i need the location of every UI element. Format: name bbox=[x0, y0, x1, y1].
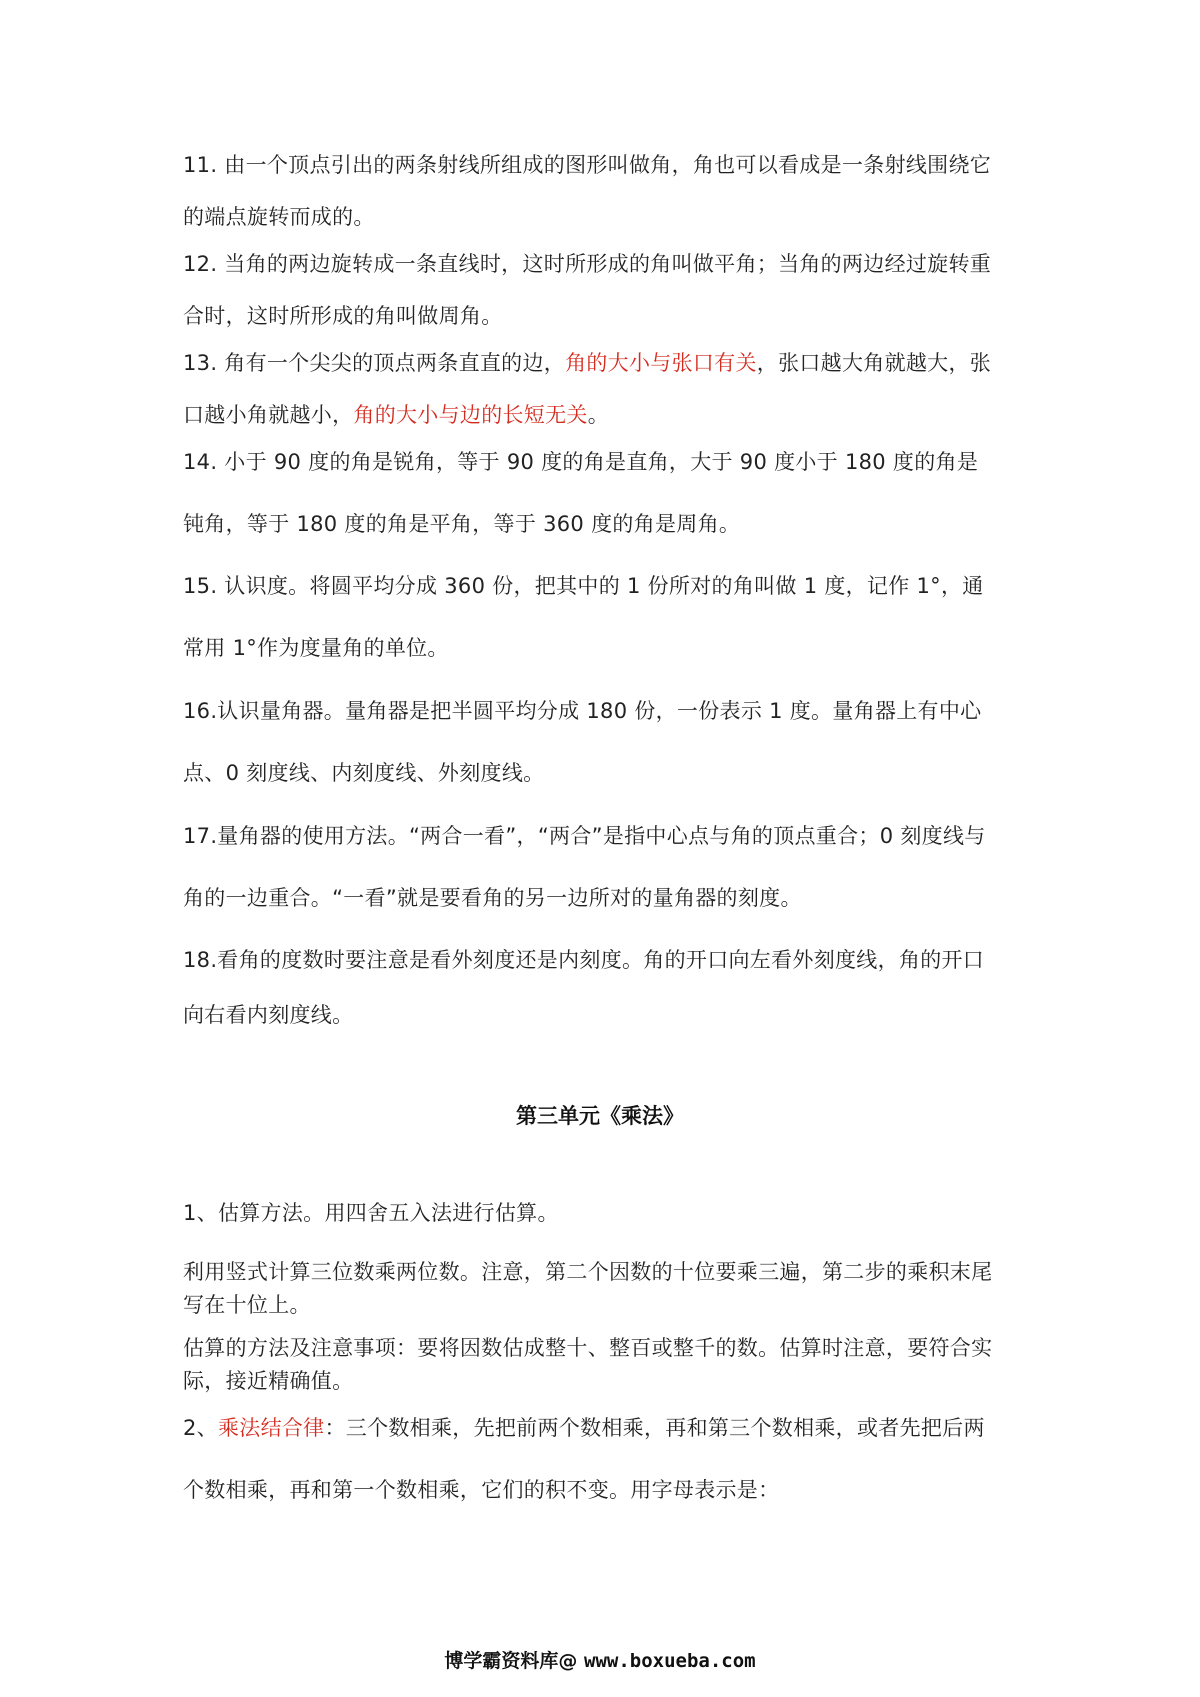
estimation-line-1: 估算的方法及注意事项：要将因数估成整十、整百或整千的数。估算时注意，要符合实 bbox=[183, 1336, 993, 1360]
item-13-line-2 bbox=[183, 400, 1023, 430]
item-13-text: 口越小角就越小， bbox=[183, 403, 354, 427]
item-13-highlight: 角的大小与张口有关 bbox=[565, 351, 757, 375]
footer-site-name: 博学霸资料库@ bbox=[444, 1650, 578, 1672]
item-13-text: 13. 角有一个尖尖的顶点两条直直的边， bbox=[183, 351, 566, 375]
estimation-line-2: 际，接近精确值。 bbox=[183, 1369, 354, 1393]
item-2-text: 2、 bbox=[183, 1416, 218, 1440]
item-13-text: 。 bbox=[587, 403, 610, 427]
item-2-text: ：三个数相乘，先把前两个数相乘，再和第三个数相乘，或者先把后两 bbox=[324, 1416, 985, 1440]
vertical-calc-line-1: 利用竖式计算三位数乘两位数。注意，第二个因数的十位要乘三遍，第二步的乘积末尾 bbox=[183, 1260, 993, 1284]
vertical-calc-line-2: 写在十位上。 bbox=[183, 1293, 311, 1317]
item-16-line-1: 16.认识量角器。量角器是把半圆平均分成 180 份，一份表示 1 度。量角器上有中心 bbox=[183, 699, 982, 723]
item-17-line-1: 17.量角器的使用方法。“两合一看”，“两合”是指中心点与角的顶点重合；0 刻度线与 bbox=[183, 824, 986, 848]
item-2-highlight: 乘法结合律 bbox=[217, 1416, 325, 1440]
item-18-line-1: 18.看角的度数时要注意是看外刻度还是内刻度。角的开口向左看外刻度线，角的开口 bbox=[183, 948, 985, 972]
item-11-line-2: 的端点旋转而成的。 bbox=[183, 205, 375, 229]
item-18-line-2: 向右看内刻度线。 bbox=[183, 1003, 354, 1027]
unit3-item-2-line-1 bbox=[183, 1413, 1023, 1443]
item-13-text: ，张口越大角就越大，张 bbox=[756, 351, 992, 375]
section-heading: 第三单元《乘法》 bbox=[516, 1104, 684, 1128]
item-11-line-1: 11. 由一个顶点引出的两条射线所组成的图形叫做角，角也可以看成是一条射线围绕它 bbox=[183, 153, 992, 177]
item-15-line-1: 15. 认识度。将圆平均分成 360 份，把其中的 1 份所对的角叫做 1 度，记作 1°，通 bbox=[183, 574, 984, 598]
item-14-line-1: 14. 小于 90 度的角是锐角，等于 90 度的角是直角，大于 90 度小于 180 度的角是 bbox=[183, 450, 979, 474]
item-13-highlight: 角的大小与边的长短无关 bbox=[353, 403, 588, 427]
item-13-line-1 bbox=[183, 348, 1023, 378]
unit3-item-2-line-2: 个数相乘，再和第一个数相乘，它们的积不变。用字母表示是： bbox=[183, 1478, 780, 1502]
item-14-line-2: 钝角，等于 180 度的角是平角，等于 360 度的角是周角。 bbox=[183, 512, 741, 536]
unit3-item-1: 1、估算方法。用四舍五入法进行估算。 bbox=[183, 1201, 559, 1225]
footer-url[interactable]: www.boxueba.com bbox=[584, 1650, 756, 1672]
item-12-line-2: 合时，这时所形成的角叫做周角。 bbox=[183, 304, 503, 328]
item-16-line-2: 点、0 刻度线、内刻度线、外刻度线。 bbox=[183, 761, 545, 785]
item-17-line-2: 角的一边重合。“一看”就是要看角的另一边所对的量角器的刻度。 bbox=[183, 886, 802, 910]
item-15-line-2: 常用 1°作为度量角的单位。 bbox=[183, 636, 449, 660]
page-footer bbox=[0, 1648, 1200, 1674]
item-12-line-1: 12. 当角的两边旋转成一条直线时，这时所形成的角叫做平角；当角的两边经过旋转重 bbox=[183, 252, 992, 276]
